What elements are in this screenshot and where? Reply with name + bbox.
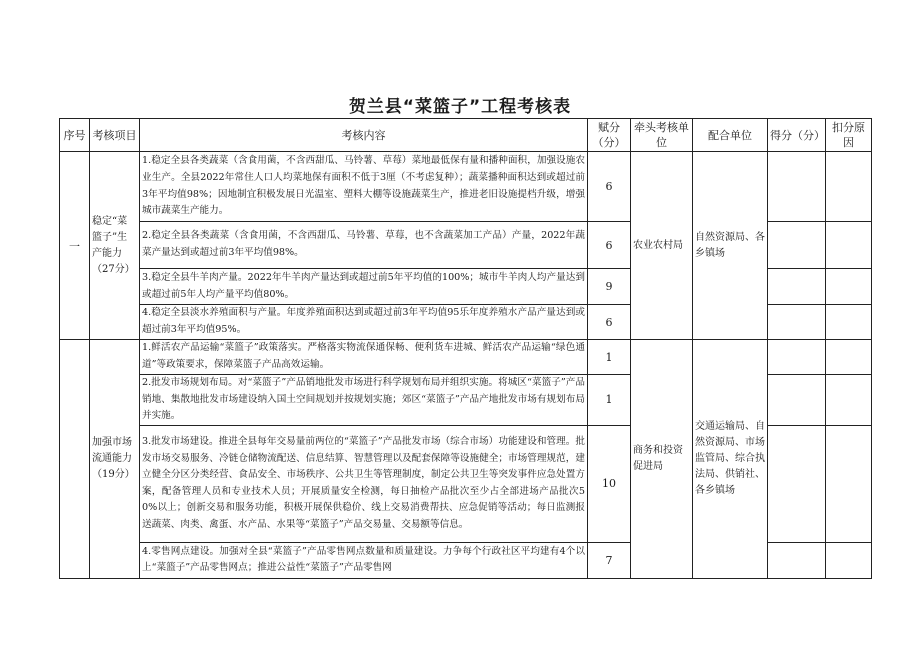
content-cell: 2.稳定全县各类蔬菜（含食用菌，不含西甜瓜、马铃薯、草莓，也不含蔬菜加工产品）产量，2022年蔬菜产量达到或超过前3年平均值98%。: [140, 222, 588, 269]
deduct-reason-cell[interactable]: [826, 305, 872, 340]
coop-unit: 自然资源局、各乡镇场: [693, 152, 768, 340]
header-lead: 牵头考核单位: [631, 119, 693, 152]
coop-unit: 交通运输局、自然资源局、市场监管局、综合执法局、供销社、各乡镇场: [693, 340, 768, 579]
deduct-reason-cell[interactable]: [826, 222, 872, 269]
lead-unit: 商务和投资促进局: [631, 340, 693, 579]
header-content: 考核内容: [140, 119, 588, 152]
deduct-reason-cell[interactable]: [826, 340, 872, 375]
score-cell: 1: [588, 340, 631, 375]
deduct-reason-cell[interactable]: [826, 375, 872, 426]
content-cell: 4.零售网点建设。加强对全县“菜篮子”产品零售网点数量和质量建设。力争每个行政社区平均建有4个以上“菜篮子”产品零售网点；推进公益性“菜篮子”产品零售网: [140, 542, 588, 578]
content-cell: 2.批发市场规划布局。对“菜篮子”产品销地批发市场进行科学规划布局并组织实施。将城区“菜篮子”产品销地、集散地批发市场建设纳入国土空间规划并按规划实施；郊区“菜篮子”产品产地批发市场有规划布局并实施。: [140, 375, 588, 426]
got-score-cell[interactable]: [768, 269, 826, 305]
score-cell: 7: [588, 542, 631, 578]
content-cell: 1.鲜活农产品运输“菜篮子”政策落实。严格落实物流保通保畅、便利货车进城、鲜活农产品运输“绿色通道”等政策要求，保障菜篮子产品高效运输。: [140, 340, 588, 375]
section-number: 一: [60, 152, 90, 340]
score-cell: 6: [588, 222, 631, 269]
score-cell: 6: [588, 152, 631, 222]
content-cell: 3.批发市场建设。推进全县每年交易量前两位的“菜篮子”产品批发市场（综合市场）功能建设和管理。批发市场交易服务、冷链仓储物流配送、信息结算、智慧管理以及配套保障等设施健全；市场管理规范，建立健全分区分类经营、食品安全、市场秩序、公共卫生等管理制度，制定公共卫生等突发事件应急处置方案，配备管理人员和专业技术人员；开展质量安全检测，每日抽检产品批次至少占全部进场产品批次50%以上；创新交易和服务功能，积极开展保供稳价、线上交易消费帮扶、应急促销等活动；每日监测报送蔬菜、肉类、禽蛋、水产品、水果等“菜篮子”产品交易量、交易额等信息。: [140, 425, 588, 542]
deduct-reason-cell[interactable]: [826, 152, 872, 222]
score-cell: 10: [588, 425, 631, 542]
deduct-reason-cell[interactable]: [826, 542, 872, 578]
content-cell: 4.稳定全县淡水养殖面积与产量。年度养殖面积达到或超过前3年平均值95乐年度养殖水产品产量达到或超过前3年平均值95%。: [140, 305, 588, 340]
score-cell: 1: [588, 375, 631, 426]
assessment-table: [59, 118, 872, 579]
header-item: 考核项目: [90, 119, 140, 152]
deduct-reason-cell[interactable]: [826, 425, 872, 542]
got-score-cell[interactable]: [768, 222, 826, 269]
got-score-cell[interactable]: [768, 542, 826, 578]
header-score: 赋分（分）: [588, 119, 631, 152]
lead-unit: 农业农村局: [631, 152, 693, 340]
deduct-reason-cell[interactable]: [826, 269, 872, 305]
header-no: 序号: [60, 119, 90, 152]
table-row: [60, 152, 872, 222]
content-cell: 3.稳定全县牛羊肉产量。2022年牛羊肉产量达到或超过前5年平均值的100%；城市牛羊肉人均产量达到或超过前5年人均产量平均值80%。: [140, 269, 588, 305]
got-score-cell[interactable]: [768, 305, 826, 340]
score-cell: 9: [588, 269, 631, 305]
section-number: [60, 340, 90, 579]
section-item: 稳定“菜篮子”生产能力（27分）: [90, 152, 140, 340]
got-score-cell[interactable]: [768, 340, 826, 375]
score-cell: 6: [588, 305, 631, 340]
table-row: [60, 340, 872, 375]
header-row: [60, 119, 872, 152]
section-item: 加强市场流通能力（19分）: [90, 340, 140, 579]
header-coop: 配合单位: [693, 119, 768, 152]
got-score-cell[interactable]: [768, 375, 826, 426]
content-cell: 1.稳定全县各类蔬菜（含食用菌，不含西甜瓜、马铃薯、草莓）菜地最低保有量和播种面积，加强设施农业生产。全县2022年常住人口人均菜地保有面积不低于3厘（不考虑复种）；蔬菜播种面积达到或超过前3年平均值98%；因地制宜积极发展日光温室、塑料大棚等设施蔬菜生产，推进老旧设施提档升级，增强城市蔬菜生产能力。: [140, 152, 588, 222]
header-deduct: 扣分原因: [826, 119, 872, 152]
got-score-cell[interactable]: [768, 425, 826, 542]
page-title: 贺兰县“菜篮子”工程考核表: [348, 97, 572, 117]
header-got: 得分（分）: [768, 119, 826, 152]
got-score-cell[interactable]: [768, 152, 826, 222]
